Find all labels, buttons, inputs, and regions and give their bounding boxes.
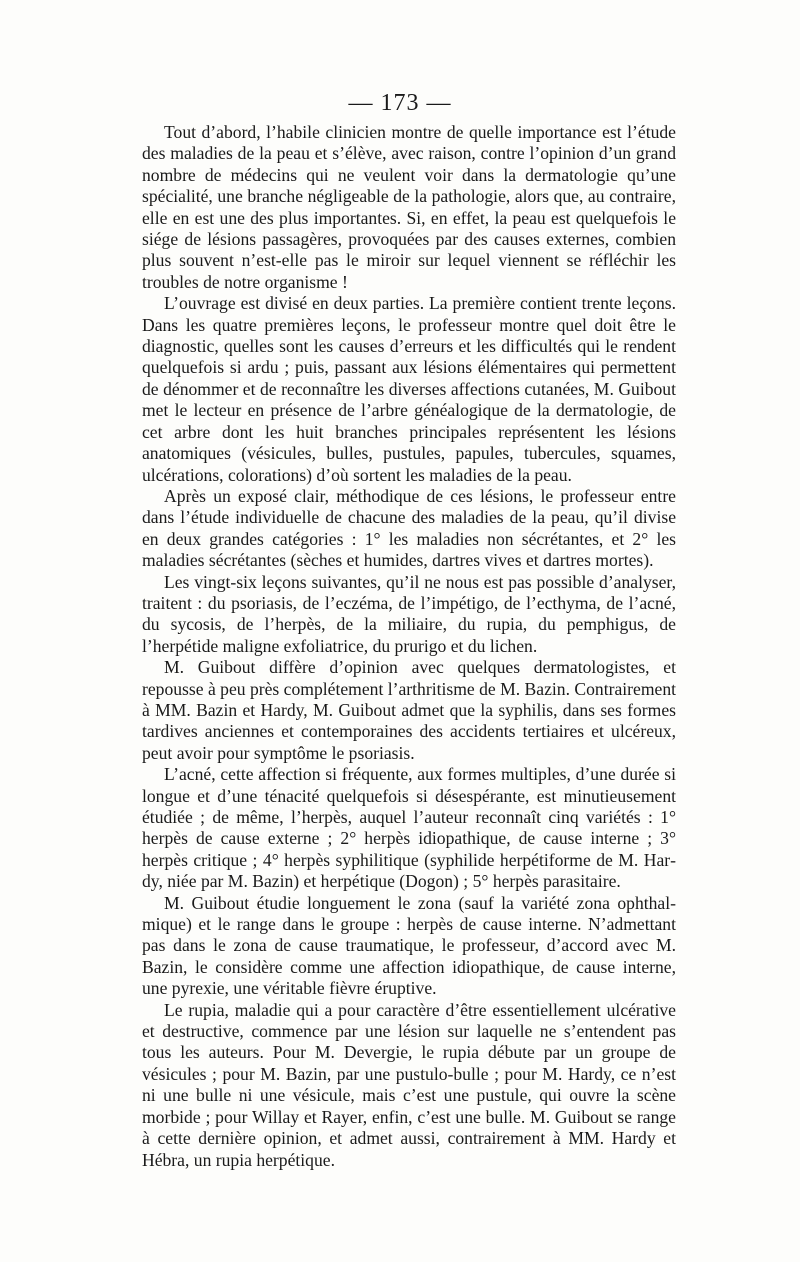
paragraph: Les vingt-six leçons suivantes, qu’il ne nous est pas possible d’analyser, traitent : du psoriasis, de l’eczéma, de l’impétigo, de l’ecthyma, de l’acné, du sycosis, de l’herpès, de la miliaire, du rupia, du pemphigus, de l’herpétide maligne exfoliatrice, du prurigo et du lichen. — [142, 571, 676, 656]
paragraph: M. Guibout diffère d’opinion avec quelques dermatologistes, et repousse à peu près complétement l’arthritisme de M. Bazin. Contrairement à MM. Bazin et Hardy, M. Guibout admet que la syphilis, dans ses formes tardives anciennes et contemporaines des accidents tertiaires et ulcéreux, peut avoir pour symptôme le psoriasis. — [142, 657, 676, 763]
paragraph: M. Guibout étudie longuement le zona (sauf la variété zona ophthalmique) et le range dans le groupe : herpès de cause interne. N’admettant pas dans le zona de cause traumatique, le professeur, d’accord avec M. Bazin, le considère comme une affection idiopathique, de cause interne, une pyrexie, une véritable fièvre éruptive. — [142, 892, 676, 999]
body-text — [142, 122, 676, 1171]
paragraph: Après un exposé clair, méthodique de ces lésions, le professeur entre dans l’étude individuelle de chacune des maladies de la peau, qu’il divise en deux grandes catégories : 1° les maladies non sécrétantes, et 2° les maladies sécrétantes (sèches et humides, dartres vives et dartres mortes). — [142, 485, 676, 571]
paragraph: Le rupia, maladie qui a pour caractère d’être essentiellement ulcérative et destructive, commence par une lésion sur laquelle ne s’entendent pas tous les auteurs. Pour M. Devergie, le rupia débute par un groupe de vésicules ; pour M. Bazin, par une pustulo-bulle ; pour M. Hardy, ce n’est ni une bulle ni une vésicule, mais c’est une pustule, qui ouvre la scène morbide ; pour Willay et Rayer, enfin, c’est une bulle. M. Guibout se range à cette dernière opinion, et admet aussi, contrairement à MM. Hardy et Hébra, un rupia herpétique. — [142, 999, 676, 1170]
page-number: — 173 — — [348, 90, 452, 116]
paragraph: Tout d’abord, l’habile clinicien montre de quelle importance est l’étude des maladies de la peau et s’élève, avec raison, contre l’opinion d’un grand nombre de médecins qui ne veulent voir dans la dermatologie qu’une spécialité, une branche négligeable de la pathologie, alors que, au contraire, elle en est une des plus importantes. Si, en effet, la peau est quelquefois le siége de lésions passagères, provoquées par des causes externes, combien plus souvent n’est-elle pas le miroir sur lequel viennent se réfléchir les troubles de notre organisme ! — [142, 122, 676, 292]
paragraph: L’ouvrage est divisé en deux parties. La première contient trente leçons. Dans les quatre premières leçons, le professeur montre quel doit être le diagnostic, quelles sont les causes d’erreurs et les difficultés qui le rendent quelquefois si ardu ; puis, passant aux lésions élémentaires qui permettent de dénommer et de reconnaître les diverses affections cutanées, M. Guibout met le lecteur en présence de l’arbre généalogique de la dermatologie, de cet arbre dont les huit branches principales représentent les lésions anatomiques (vésicules, bulles, pustules, papules, tubercules, squames, ulcérations, colorations) d’où sortent les maladies de la peau. — [142, 293, 676, 485]
paragraph: L’acné, cette affection si fréquente, aux formes multiples, d’une durée si longue et d’une ténacité quelquefois si désespérante, est minutieusement étudiée ; de même, l’herpès, auquel l’auteur reconnaît cinq variétés : 1° herpès de cause externe ; 2° herpès idiopathique, de cause interne ; 3° herpès critique ; 4° herpès syphilitique (syphilide herpétiforme de M. Hardy, niée par M. Bazin) et herpétique (Dogon) ; 5° herpès parasitaire. — [142, 764, 676, 892]
